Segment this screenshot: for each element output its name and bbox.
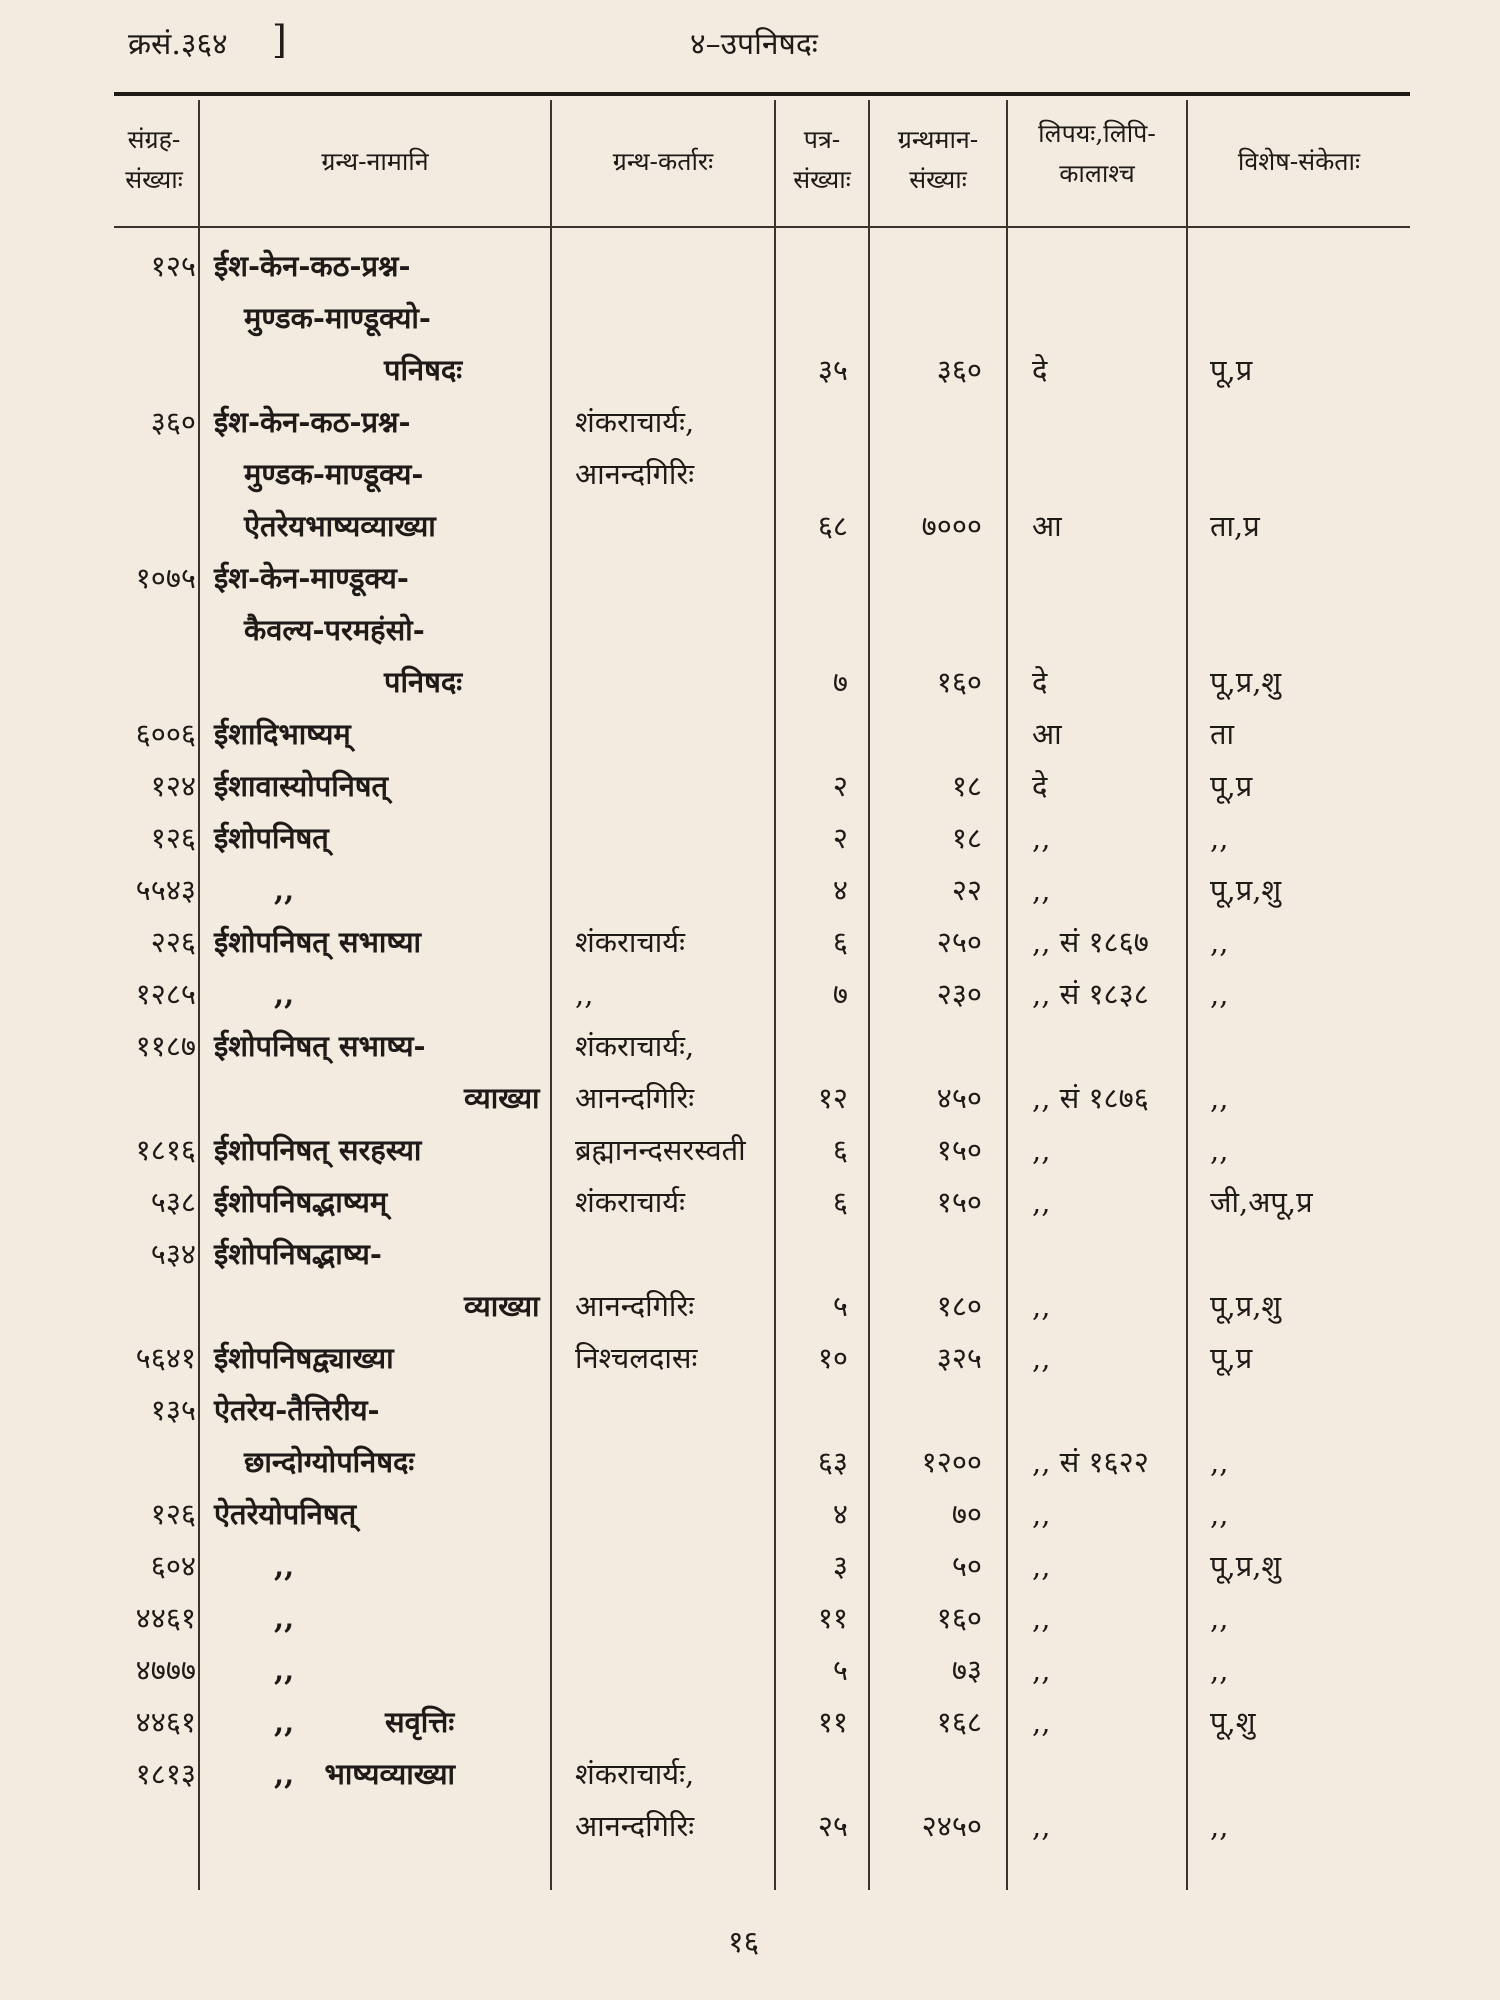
row-number: ६००६ [135,717,196,751]
script-date: ,, [1032,1653,1051,1687]
work-title: ईशोपनिषद्भाष्य- [214,1237,382,1271]
row-number: १२८५ [135,977,196,1011]
page-number: १६ [728,1925,760,1960]
extent-count: ७३ [951,1653,982,1687]
remarks: जी,अपू,प्र [1210,1185,1313,1219]
extent-count: ७० [951,1497,982,1531]
extent-count: ७००० [921,509,982,543]
header-num [110,120,198,200]
folio-count: १० [817,1341,848,1375]
folio-count: ६३ [817,1445,848,1479]
table-row [0,760,1500,812]
header-script-line1: लिपयः,लिपि- [1038,119,1156,148]
table-row [0,864,1500,916]
table-row [0,240,1500,292]
remarks: ,, [1210,1653,1229,1687]
work-title: ,, [274,977,295,1011]
folio-count: ११ [817,1705,848,1739]
work-title: ऐतरेयभाष्यव्याख्या [244,509,436,543]
work-title: ईशोपनिषद्व्याख्या [214,1341,394,1375]
script-date: ,, [1032,1601,1051,1635]
header-author-text: ग्रन्थ-कर्तारः [612,147,714,176]
folio-count: ६८ [817,509,848,543]
header-name [200,142,550,182]
script-date: आ [1032,717,1062,751]
extent-count: १६० [936,1601,982,1635]
remarks: पू,प्र,शु [1210,1289,1282,1323]
script-date: ,, [1032,821,1051,855]
folio-count: ६ [832,1133,848,1167]
script-date: दे [1032,665,1048,699]
work-title: ,, [274,1653,295,1687]
extent-count: १२०० [921,1445,982,1479]
folio-count: २ [832,769,848,803]
script-date: आ [1032,509,1062,543]
row-number: १२६ [150,1497,196,1531]
work-author: ब्रह्मानन्दसरस्वती [575,1133,746,1167]
table-row [0,448,1500,500]
header-folios-line2: संख्याः [793,165,851,194]
extent-count: ३६० [936,353,982,387]
row-number: ४४६१ [135,1601,196,1635]
header-remarks [1188,142,1410,182]
bracket-mark: ] [272,18,287,62]
header-num-line1: संग्रह- [127,125,181,154]
folio-count: ५ [832,1653,848,1687]
script-date: ,, [1032,1341,1051,1375]
header-num-line2: संख्याः [125,165,183,194]
script-date: ,, [1032,1705,1051,1739]
script-date: ,, सं १८३८ [1032,977,1149,1011]
script-date: ,, सं १८७६ [1032,1081,1149,1115]
extent-count: २५० [936,925,982,959]
work-author: शंकराचार्यः, [575,1757,695,1791]
table-row [0,1124,1500,1176]
work-title: ईश-केन-कठ-प्रश्न- [214,249,411,283]
remarks: पू,प्र [1210,769,1253,803]
extent-count: ३२५ [936,1341,982,1375]
work-author: आनन्दगिरिः [575,1081,695,1115]
work-author: आनन्दगिरिः [575,1289,695,1323]
folio-count: ४ [832,1497,848,1531]
work-author: शंकराचार्यः [575,925,685,959]
folio-count: २ [832,821,848,855]
script-date: ,, सं १८६७ [1032,925,1149,959]
extent-count: १५० [936,1185,982,1219]
row-number: १३५ [150,1393,196,1427]
work-title: ईशादिभाष्यम् [214,717,351,751]
row-number: ६०४ [150,1549,196,1583]
script-date: ,, [1032,1185,1051,1219]
header-extent-line2: संख्याः [909,165,967,194]
script-date: ,, [1032,1289,1051,1323]
table-row [0,1072,1500,1124]
remarks: ,, [1210,1809,1229,1843]
extent-count: ४५० [936,1081,982,1115]
header-folios [776,120,868,200]
work-title: ईश-केन-कठ-प्रश्न- [214,405,411,439]
row-number: ५५४३ [135,873,196,907]
table-row [0,1176,1500,1228]
extent-count: २३० [936,977,982,1011]
script-date: ,, [1032,1809,1051,1843]
work-title: ,, भाष्यव्याख्या [274,1757,456,1791]
work-title: ,, सवृत्तिः [274,1705,455,1739]
work-title: पनिषदः [384,665,463,699]
remarks: पू,प्र [1210,1341,1253,1375]
extent-count: २४५० [921,1809,982,1843]
work-title: मुण्डक-माण्डूक्यो- [244,301,431,335]
script-date: दे [1032,769,1048,803]
header-author [552,142,774,182]
folio-count: ४ [832,873,848,907]
header-script-line2: कालाश्च [1059,159,1135,188]
table-row [0,1800,1500,1852]
table-row [0,1280,1500,1332]
work-title: ईशोपनिषत् सरहस्या [214,1133,422,1167]
work-title: ,, [274,1549,295,1583]
extent-count: १६८ [936,1705,982,1739]
folio-count: ६ [832,925,848,959]
header-rule [114,226,1410,228]
folio-count: ५ [832,1289,848,1323]
script-date: दे [1032,353,1048,387]
row-number: २२६ [150,925,196,959]
catalog-range: क्रसं.३६४ [128,27,228,62]
remarks: ,, [1210,1497,1229,1531]
table-row [0,1644,1500,1696]
remarks: ,, [1210,1601,1229,1635]
work-author: आनन्दगिरिः [575,457,695,491]
work-title: ईशोपनिषत् [214,821,329,855]
script-date: ,, सं १६२२ [1032,1445,1149,1479]
header-extent [870,120,1006,200]
work-title: ईशोपनिषत् सभाष्या [214,925,422,959]
work-author: शंकराचार्यः, [575,1029,695,1063]
work-title: व्याख्या [464,1081,540,1115]
table-row [0,1540,1500,1592]
remarks: पू,प्र [1210,353,1253,387]
script-date: ,, [1032,1133,1051,1167]
section-title: ४–उपनिषदः [690,27,818,62]
table-row [0,1384,1500,1436]
header-folios-line1: पत्र- [803,125,841,154]
table-row [0,1488,1500,1540]
row-number: १२५ [150,249,196,283]
work-author: आनन्दगिरिः [575,1809,695,1843]
running-head [0,18,1500,82]
work-author: निश्चलदासः [575,1341,698,1375]
remarks: पू,प्र,शु [1210,873,1282,907]
extent-count: १६० [936,665,982,699]
remarks: पू,प्र,शु [1210,1549,1282,1583]
table-row [0,1332,1500,1384]
table-row [0,708,1500,760]
folio-count: २५ [817,1809,848,1843]
table-row [0,396,1500,448]
work-author: शंकराचार्यः, [575,405,695,439]
row-number: ३६० [150,405,196,439]
remarks: पू,शु [1210,1705,1256,1739]
script-date: ,, [1032,873,1051,907]
folio-count: ७ [832,665,848,699]
table-row [0,344,1500,396]
work-title: ईशोपनिषद्भाष्यम् [214,1185,388,1219]
table-row [0,552,1500,604]
row-number: १०७५ [135,561,196,595]
work-title: ईशावास्योपनिषत् [214,769,389,803]
remarks: ,, [1210,1081,1229,1115]
folio-count: ३ [832,1549,848,1583]
work-title: छान्दोग्योपनिषदः [244,1445,415,1479]
work-title: मुण्डक-माण्डूक्य- [244,457,424,491]
header-extent-line1: ग्रन्थमान- [897,125,979,154]
header-script [1008,114,1186,194]
work-author: शंकराचार्यः [575,1185,685,1219]
table-row [0,1592,1500,1644]
remarks: ,, [1210,1445,1229,1479]
work-title: ,, [274,1601,295,1635]
row-number: १२६ [150,821,196,855]
row-number: १८१३ [135,1757,196,1791]
row-number: ५३८ [150,1185,196,1219]
folio-count: ६ [832,1185,848,1219]
table-row [0,1748,1500,1800]
table-row [0,604,1500,656]
remarks: ,, [1210,821,1229,855]
table-row [0,1228,1500,1280]
work-title: कैवल्य-परमहंसो- [244,613,425,647]
header-name-text: ग्रन्थ-नामानि [321,147,429,176]
work-title: पनिषदः [384,353,463,387]
row-number: ४७७७ [135,1653,196,1687]
row-number: ५६४१ [135,1341,196,1375]
work-title: ईश-केन-माण्डूक्य- [214,561,409,595]
extent-count: १८ [951,821,982,855]
remarks: ता,प्र [1210,509,1260,543]
extent-count: ५० [951,1549,982,1583]
table-row [0,1436,1500,1488]
table-row [0,812,1500,864]
remarks: ता [1210,717,1235,751]
script-date: ,, [1032,1497,1051,1531]
work-title: ऐतरेय-तैत्तिरीय- [214,1393,380,1427]
table-row [0,968,1500,1020]
folio-count: १२ [817,1081,848,1115]
work-author: ,, [575,977,594,1011]
work-title: ईशोपनिषत् सभाष्य- [214,1029,426,1063]
table-body [0,240,1500,1852]
table-row [0,656,1500,708]
row-number: १८१६ [135,1133,196,1167]
table-row [0,1696,1500,1748]
folio-count: ११ [817,1601,848,1635]
row-number: ४४६१ [135,1705,196,1739]
table-row [0,1020,1500,1072]
work-title: ,, [274,873,295,907]
row-number: ५३४ [150,1237,196,1271]
folio-count: ३५ [817,353,848,387]
remarks: पू,प्र,शु [1210,665,1282,699]
work-title: व्याख्या [464,1289,540,1323]
extent-count: १५० [936,1133,982,1167]
extent-count: २२ [951,873,982,907]
folio-count: ७ [832,977,848,1011]
top-rule [114,92,1410,96]
script-date: ,, [1032,1549,1051,1583]
remarks: ,, [1210,925,1229,959]
header-remarks-text: विशेष-संकेताः [1237,147,1361,176]
remarks: ,, [1210,977,1229,1011]
table-row [0,500,1500,552]
table-row [0,916,1500,968]
remarks: ,, [1210,1133,1229,1167]
table-row [0,292,1500,344]
work-title: ऐतरेयोपनिषत् [214,1497,357,1531]
row-number: १२४ [150,769,196,803]
row-number: ११८७ [135,1029,196,1063]
extent-count: १८ [951,769,982,803]
extent-count: १८० [936,1289,982,1323]
